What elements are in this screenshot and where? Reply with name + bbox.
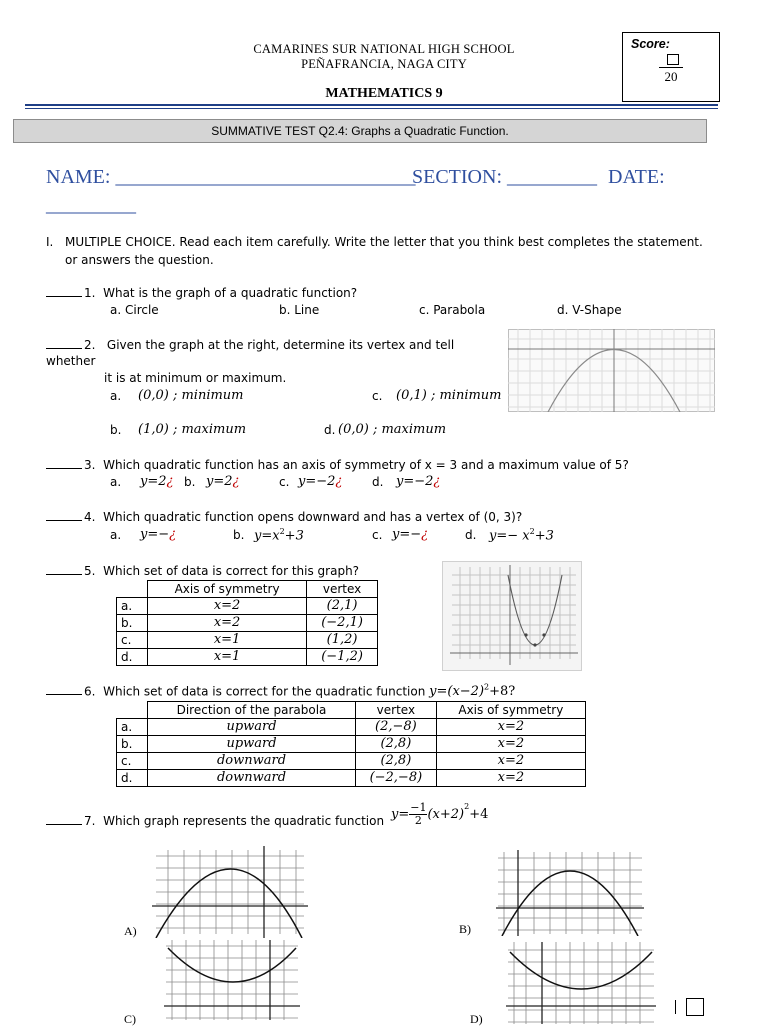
- q2-a-letter: a.: [110, 389, 122, 403]
- table-corner: [117, 702, 148, 719]
- q3-c-letter: c.: [279, 475, 290, 489]
- q1-choice-d: d. V-Shape: [557, 303, 622, 317]
- q3-text: Which quadratic function has an axis of symmetry of x = 3 and a maximum value of 5?: [103, 458, 629, 472]
- q3-number: 3.: [84, 458, 96, 472]
- q4-choice-a: y=−¿: [140, 527, 177, 542]
- table-header: Direction of the parabola: [148, 702, 356, 719]
- q2-text-line1: Given the graph at the right, determine its vertex and tell: [106, 338, 455, 352]
- q2-c-value: (0,1) ; minimum: [396, 388, 502, 403]
- q6-table: [116, 701, 586, 787]
- answer-blank[interactable]: [46, 824, 82, 825]
- school-name: CAMARINES SUR NATIONAL HIGH SCHOOL: [253, 42, 515, 56]
- q7-number: 7.: [84, 814, 96, 828]
- q7-graph-a: [150, 846, 310, 938]
- q2-number: 2.: [84, 338, 96, 352]
- instructions-numeral: I.: [46, 235, 54, 249]
- q3-choice-a: y=2¿: [140, 474, 174, 489]
- answer-blank[interactable]: [46, 694, 82, 695]
- q7-graph-b: [494, 850, 646, 936]
- q6-number: 6.: [84, 684, 96, 699]
- q4-b-letter: b.: [233, 528, 245, 542]
- table-row: c. downward (2,8) x=2: [117, 753, 586, 770]
- q3-choice-b: y=2¿: [206, 474, 240, 489]
- q4-choice-b: $y=x^2+3$: [254, 527, 304, 544]
- q7-graph-d: [506, 942, 656, 1024]
- answer-blank[interactable]: [46, 348, 82, 349]
- table-header: vertex: [356, 702, 437, 719]
- q4-choice-d: $y=- x^2+3$: [489, 527, 554, 544]
- table-row: c. x=1 (1,2): [117, 632, 378, 649]
- q4-number: 4.: [84, 510, 96, 524]
- q1-choice-b: b. Line: [279, 303, 320, 317]
- q7-label-b: B): [459, 922, 471, 936]
- answer-blank[interactable]: [46, 520, 82, 521]
- q7-label-c: C): [124, 1012, 136, 1026]
- table-header-row: [117, 581, 378, 598]
- school-address: PEÑAFRANCIA, NAGA CITY: [301, 57, 467, 71]
- q4-a-letter: a.: [110, 528, 122, 542]
- score-checkbox-icon: [667, 54, 679, 65]
- answer-blank[interactable]: [46, 574, 82, 575]
- instructions-line1: MULTIPLE CHOICE. Read each item carefully. Write the letter that you think best completes the statement.: [65, 235, 703, 249]
- date-field[interactable]: _________: [46, 194, 136, 216]
- table-header: vertex: [307, 581, 378, 598]
- question-3: [46, 458, 629, 472]
- name-field[interactable]: NAME: ______________________________: [46, 166, 416, 188]
- q7-text: Which graph represents the quadratic function: [103, 814, 385, 828]
- q2-d-value: (0,0) ; maximum: [338, 422, 447, 437]
- q4-c-letter: c.: [372, 528, 383, 542]
- test-title-bar: SUMMATIVE TEST Q2.4: Graphs a Quadratic Function.: [13, 119, 707, 143]
- q3-choice-c: y=−2¿: [298, 474, 343, 489]
- q6-text: Which set of data is correct for the quadratic function: [103, 684, 426, 699]
- table-header-row: [117, 702, 586, 719]
- answer-blank[interactable]: [46, 468, 82, 469]
- q4-text: Which quadratic function opens downward and has a vertex of (0, 3)?: [103, 510, 523, 524]
- table-row: a. upward (2,−8) x=2: [117, 719, 586, 736]
- question-2: [46, 338, 496, 352]
- table-corner: [117, 581, 148, 598]
- q5-graph: [442, 561, 582, 671]
- q5-table: [116, 580, 378, 666]
- q2-b-letter: b.: [110, 423, 122, 437]
- q1-choice-c: c. Parabola: [419, 303, 486, 317]
- table-row: b. x=2 (−2,1): [117, 615, 378, 632]
- score-fraction-line: [659, 67, 683, 68]
- q6-function: $y=(x-2)^2+8$?: [429, 683, 516, 700]
- table-row: b. upward (2,8) x=2: [117, 736, 586, 753]
- q2-a-value: (0,0) ; minimum: [138, 388, 244, 403]
- table-row: d. downward (−2,−8) x=2: [117, 770, 586, 787]
- score-box: [622, 32, 720, 102]
- q3-a-letter: a.: [110, 475, 122, 489]
- answer-blank[interactable]: [46, 296, 82, 297]
- question-6: [46, 683, 515, 699]
- question-7: [46, 814, 384, 828]
- q7-graph-c: [164, 940, 300, 1020]
- q7-label-a: A): [124, 924, 137, 938]
- subject-title: MATHEMATICS 9: [325, 86, 443, 101]
- q2-text-line2: it is at minimum or maximum.: [104, 371, 287, 385]
- q2-b-value: (1,0) ; maximum: [138, 422, 247, 437]
- q3-b-letter: b.: [184, 475, 196, 489]
- q4-d-letter: d.: [465, 528, 477, 542]
- q1-choice-a: a. Circle: [110, 303, 159, 317]
- q3-choice-d: y=−2¿: [396, 474, 441, 489]
- q2-whether: whether: [46, 354, 96, 368]
- section-field[interactable]: SECTION: _________: [412, 166, 597, 188]
- q1-number: 1.: [84, 286, 96, 300]
- table-header: Axis of symmetry: [148, 581, 307, 598]
- question-1: [46, 286, 357, 300]
- instructions-line2: or answers the question.: [65, 253, 214, 267]
- q7-function: y= $\frac{-1}{2}$ $(x+2)^2+4$: [391, 801, 489, 827]
- q4-choice-c: y=−¿: [392, 527, 429, 542]
- score-total: 20: [664, 69, 678, 84]
- page-corner-box-icon: [686, 998, 704, 1016]
- question-4: [46, 510, 522, 524]
- table-header: Axis of symmetry: [436, 702, 585, 719]
- date-label: DATE:: [608, 166, 665, 188]
- header-rule-thin: [25, 108, 718, 109]
- question-5: [46, 564, 359, 578]
- page-corner-mark-icon: [672, 1000, 676, 1014]
- q1-text: What is the graph of a quadratic function?: [103, 286, 358, 300]
- score-label: Score:: [631, 37, 670, 51]
- q2-d-letter: d.: [324, 423, 336, 437]
- q3-d-letter: d.: [372, 475, 384, 489]
- table-row: d. x=1 (−1,2): [117, 649, 378, 666]
- q2-graph: [508, 329, 715, 412]
- q5-text: Which set of data is correct for this graph?: [103, 564, 360, 578]
- q7-label-d: D): [470, 1012, 483, 1026]
- header-rule: [25, 104, 718, 106]
- q2-c-letter: c.: [372, 389, 383, 403]
- table-row: a. x=2 (2,1): [117, 598, 378, 615]
- q5-number: 5.: [84, 564, 96, 578]
